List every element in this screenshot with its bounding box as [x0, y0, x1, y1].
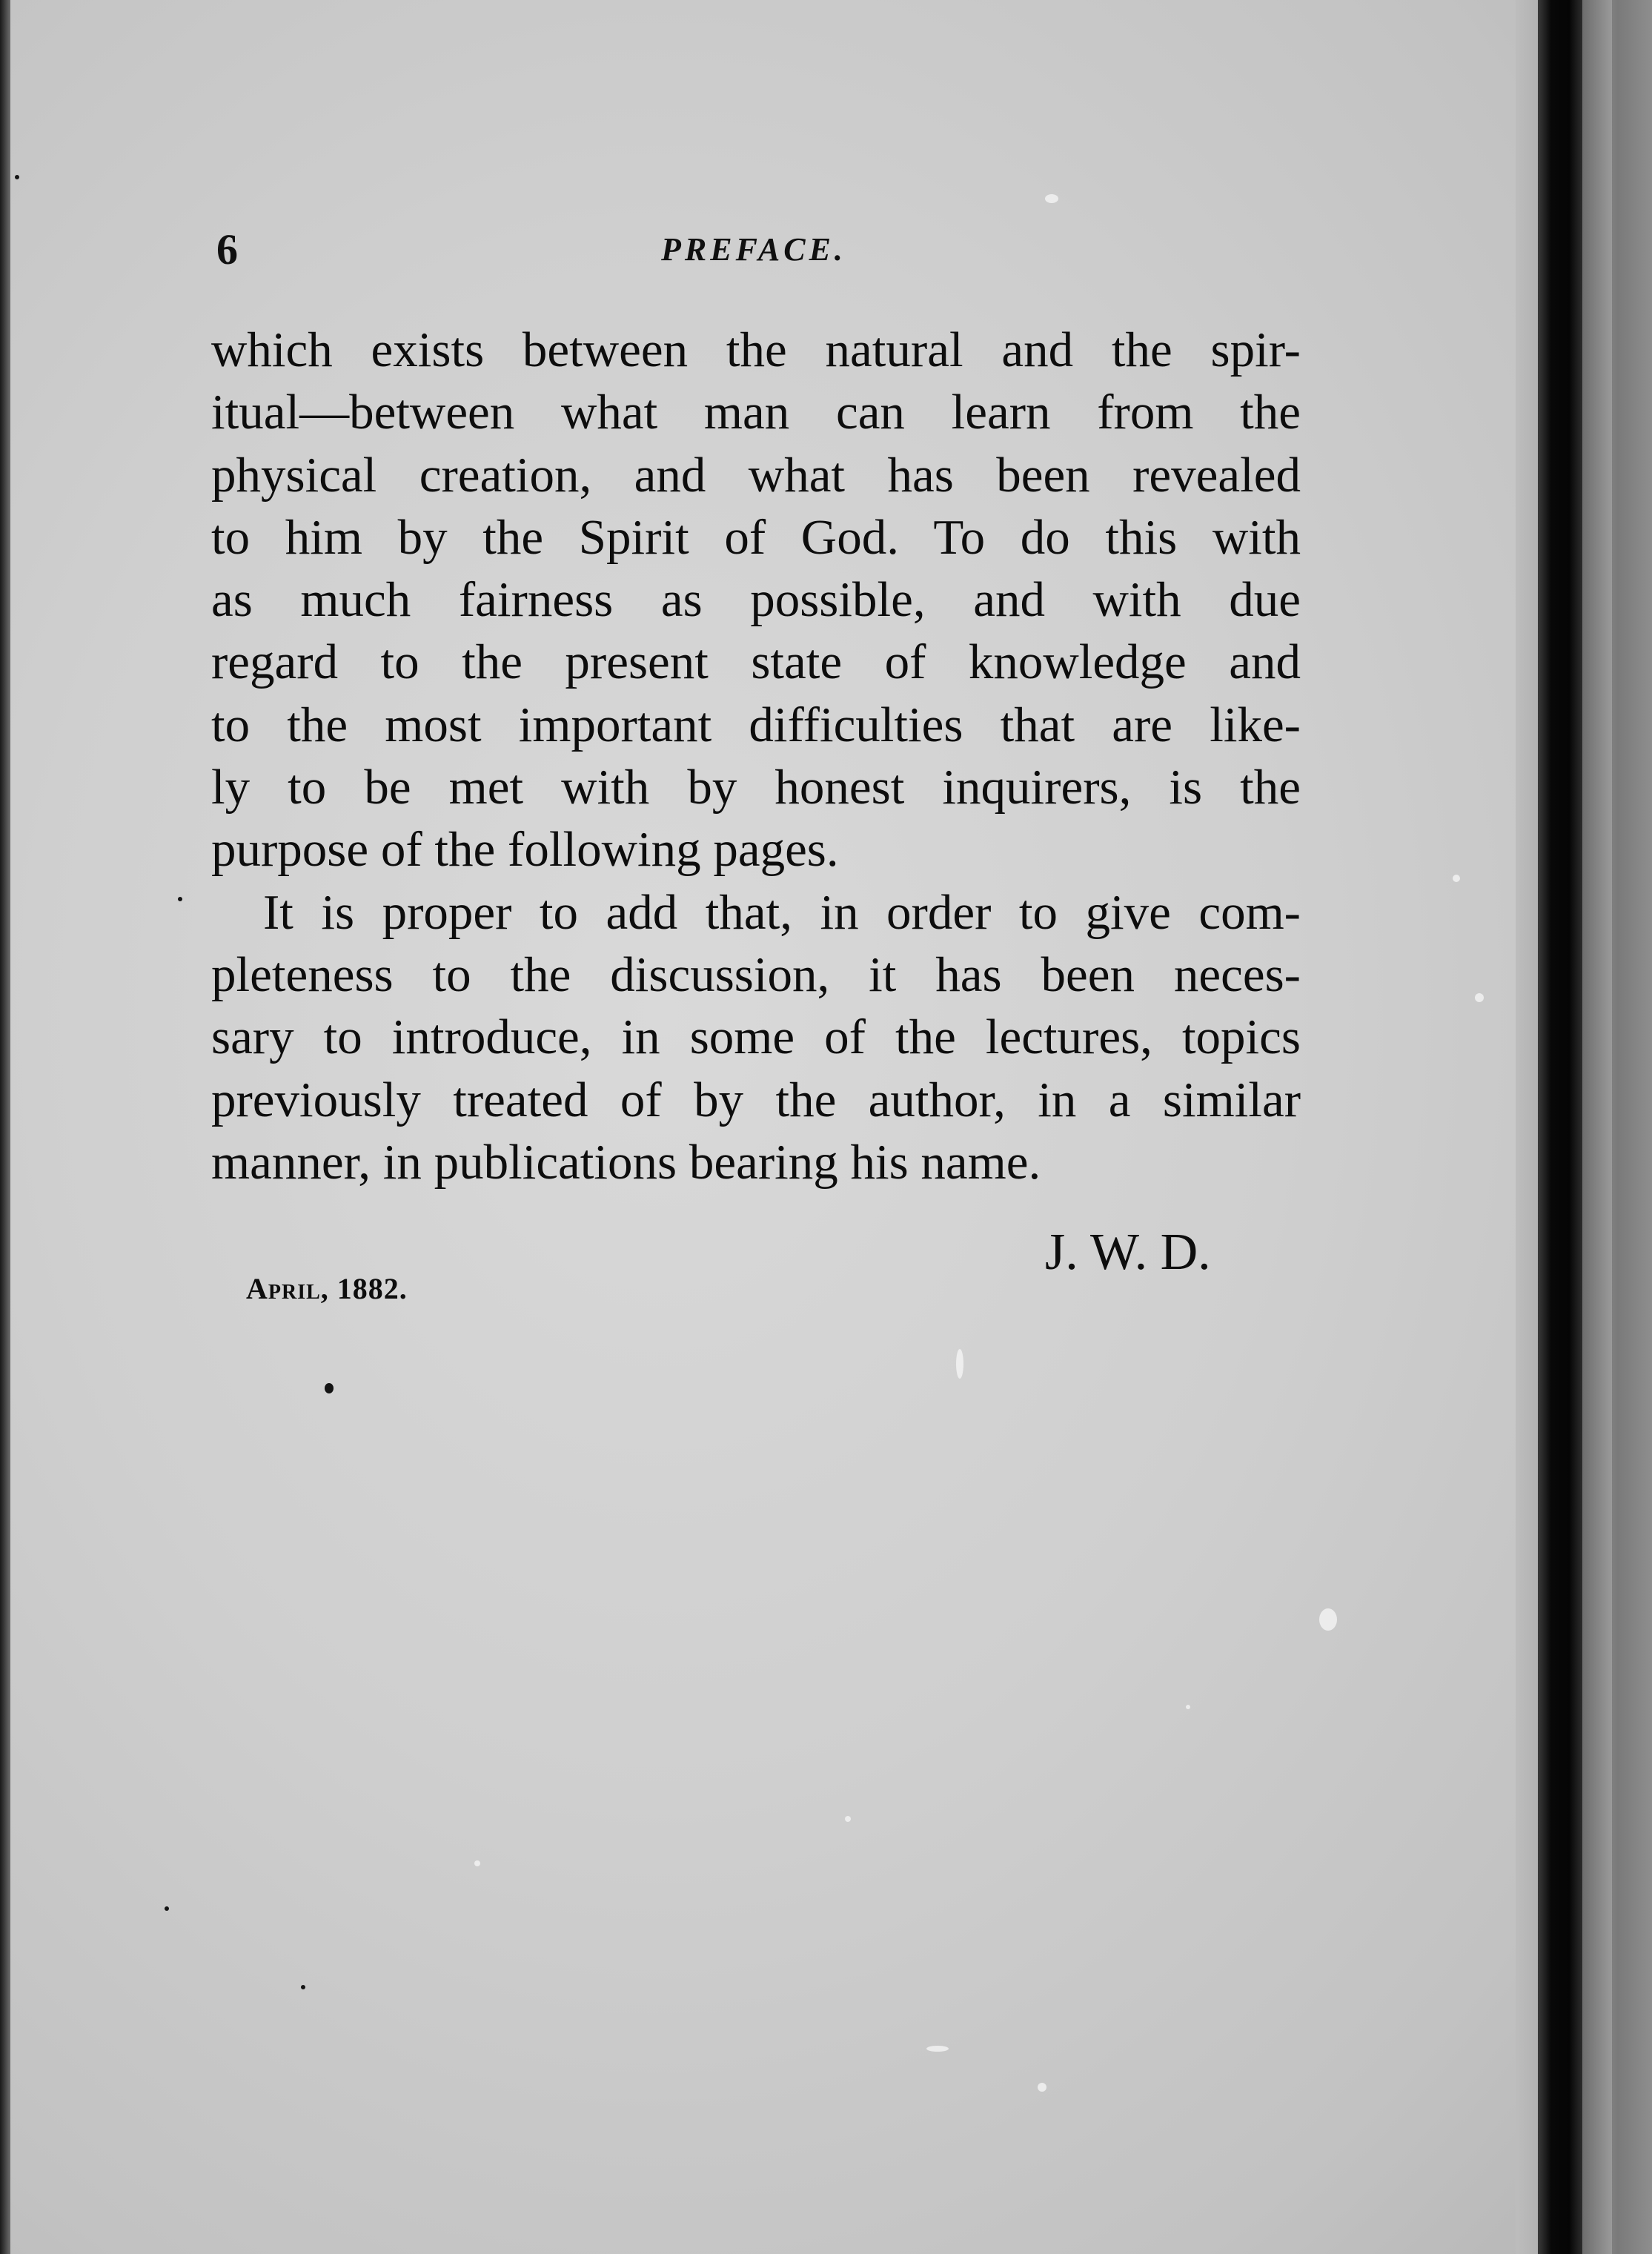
ink-dot [15, 175, 19, 179]
ink-dot [165, 1906, 169, 1911]
dateline: April, 1882. [246, 1272, 408, 1305]
text-line: to him by the Spirit of God. To do this with [211, 509, 1301, 565]
binding-shadow [1582, 0, 1612, 2254]
text-line: pleteness to the discussion, it has been neces- [211, 947, 1301, 1002]
text-line: to the most important difficulties that are like- [211, 697, 1301, 752]
text-line: regard to the present state of knowledge and [211, 634, 1301, 690]
scan-speck [1038, 2083, 1046, 2092]
ink-dot [325, 1383, 334, 1393]
text-line: sary to introduce, in some of the lectures, topics [211, 1010, 1301, 1065]
paragraph-1 [211, 319, 1301, 881]
page-left-edge [0, 0, 10, 2254]
ink-dot [301, 1985, 305, 1989]
text-line: manner, in publications bearing his name. [211, 1134, 1041, 1190]
scan-speck [926, 2046, 949, 2052]
page-title: PREFACE. [661, 231, 846, 268]
running-head [216, 224, 1328, 276]
ink-dot [178, 897, 182, 901]
text-line: which exists between the natural and the spir- [211, 322, 1301, 377]
text-line: purpose of the following pages. [211, 822, 839, 878]
text-line: as much fairness as possible, and with due [211, 572, 1301, 628]
page-number: 6 [216, 225, 238, 274]
preface-body [211, 319, 1301, 1193]
text-line: itual—between what man can learn from the [211, 385, 1301, 440]
scan-speck [474, 1860, 480, 1866]
author-initials: J. W. D. [1045, 1224, 1211, 1281]
text-line: ly to be met with by honest inquirers, is the [211, 760, 1301, 815]
text-line: previously treated of by the author, in a similar [211, 1072, 1301, 1127]
scan-speck [1319, 1608, 1337, 1631]
scan-speck [845, 1816, 851, 1822]
scan-speck [1186, 1705, 1190, 1709]
scan-speck [1045, 194, 1058, 203]
scan-speck [1453, 875, 1460, 882]
scan-speck [1475, 993, 1484, 1002]
scan-speck [956, 1349, 963, 1379]
book-binding [1538, 0, 1582, 2254]
text-line: It is proper to add that, in order to give com- [263, 884, 1301, 940]
paragraph-2 [211, 881, 1301, 1193]
text-line: physical creation, and what has been revealed [211, 447, 1301, 503]
